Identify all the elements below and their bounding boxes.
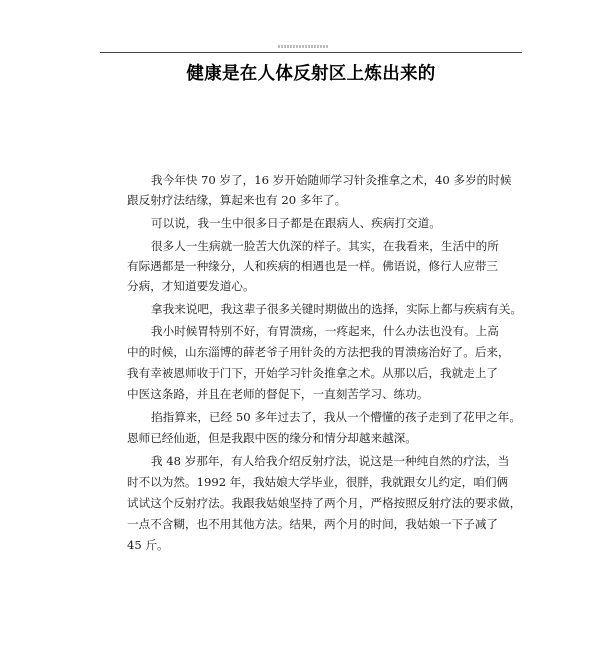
body-line: 分病，才知道要发道心。: [127, 279, 255, 293]
body-line: 我今年快 70 岁了，16 岁开始随师学习针灸推拿之术，40 多岁的时候: [151, 173, 512, 187]
header-mark: [278, 45, 328, 48]
document-title: 健康是在人体反射区上炼出来的: [186, 64, 436, 84]
body-line: 45 斤。: [127, 538, 169, 552]
body-line: 掐指算来，已经 50 多年过去了，我从一个懵懂的孩子走到了花甲之年。: [151, 410, 521, 424]
body-line: 跟反射疗法结缘，算起来也有 20 多年了。: [127, 193, 347, 207]
body-line: 恩师已经仙逝，但是我跟中医的缘分和情分却越来越深。: [127, 431, 417, 445]
body-line: 一点不含糊，也不用其他方法。结果，两个月的时间，我姑娘一下子减了: [127, 517, 499, 531]
body-line: 时不以为然。1992 年，我姑娘大学毕业，很胖，我就跟女儿约定，咱们俩: [127, 475, 509, 489]
body-line: 我 48 岁那年，有人给我介绍反射疗法，说这是一种纯自然的疗法，当: [151, 454, 510, 468]
body-line: 很多人一生病就一脸苦大仇深的样子。其实，在我看来，生活中的所: [151, 239, 499, 253]
body-line: 中医这条路，并且在老师的督促下，一直刻苦学习、练功。: [127, 387, 429, 401]
header-rule: [100, 52, 522, 53]
body-line: 有际遇都是一种缘分，人和疾病的相遇也是一样。佛语说，修行人应带三: [127, 259, 499, 273]
body-line: 中的时候，山东淄博的薛老爷子用针灸的方法把我的胃溃疡治好了。后来，: [127, 345, 510, 359]
body-line: 试试这个反射疗法。我跟我姑娘坚持了两个月，严格按照反射疗法的要求做，: [127, 496, 522, 510]
body-line: 可以说，我一生中很多日子都是在跟病人、疾病打交道。: [151, 216, 441, 230]
body-line: 拿我来说吧，我这辈子很多关键时期做出的选择，实际上都与疾病有关。: [151, 302, 523, 316]
body-line: 我小时候胃特别不好，有胃溃疡，一疼起来，什么办法也没有。上高: [151, 324, 499, 338]
body-line: 我有幸被恩师收于门下，开始学习针灸推拿之术。从那以后，我就走上了: [127, 366, 499, 380]
